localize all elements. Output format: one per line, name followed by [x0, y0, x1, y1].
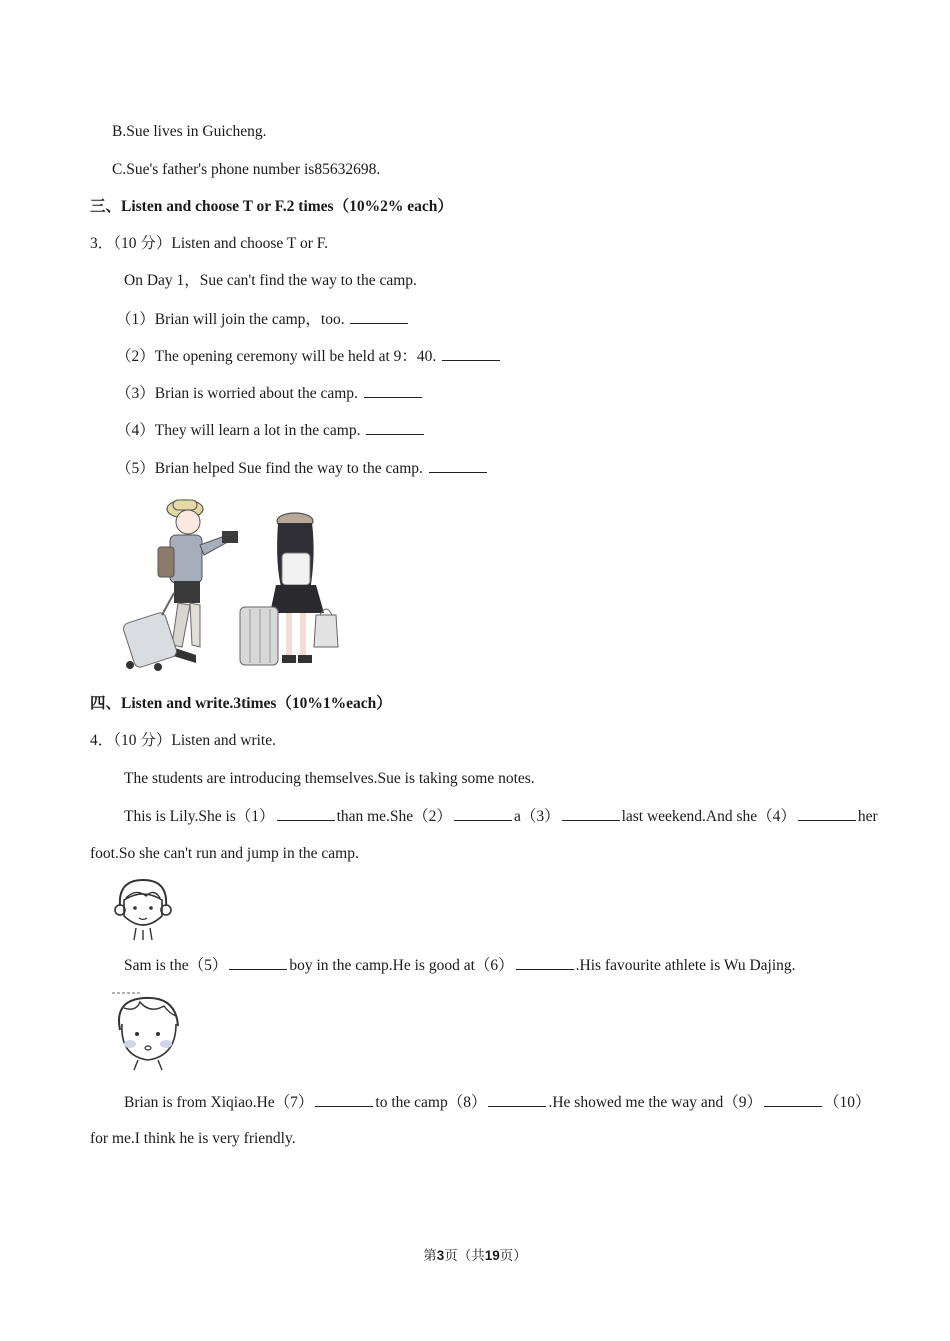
answer-blank-5[interactable]: [229, 955, 287, 970]
page-footer: [0, 1244, 950, 1264]
answer-blank[interactable]: [350, 309, 408, 324]
lily-line-1: [124, 806, 878, 827]
brian-text-4: （10）: [824, 1094, 871, 1111]
answer-blank[interactable]: [442, 346, 500, 361]
sam-portrait: [110, 990, 188, 1072]
tf-item-text: （3）Brian is worried about the camp.: [116, 385, 358, 402]
answer-blank-2[interactable]: [454, 806, 512, 821]
lily-portrait: [112, 876, 174, 942]
answer-blank-6[interactable]: [516, 955, 574, 970]
answer-blank[interactable]: [429, 458, 487, 473]
answer-blank[interactable]: [366, 420, 424, 435]
brian-line-1: [124, 1092, 871, 1113]
sam-text-1: Sam is the（5）: [124, 957, 228, 974]
answer-blank-1[interactable]: [277, 806, 335, 821]
question-4-label: 4．（10 分）Listen and write.: [90, 732, 276, 749]
lily-text-4: last weekend.And she（4）: [621, 808, 796, 825]
footer-mid: 页（共: [444, 1248, 485, 1263]
tf-item-4: [116, 420, 426, 441]
question-3-label: 3．（10 分）Listen and choose T or F.: [90, 235, 328, 252]
footer-page-number: 3: [436, 1248, 445, 1263]
lily-text-3: a（3）: [513, 808, 560, 825]
question-4-intro: The students are introducing themselves.Sue is taking some notes.: [124, 770, 535, 787]
option-c: C.Sue's father's phone number is85632698.: [112, 161, 381, 178]
sam-text-3: .His favourite athlete is Wu Dajing.: [575, 957, 796, 974]
tf-item-5: [116, 458, 489, 479]
footer-pre: 第: [423, 1248, 437, 1263]
brian-text-1: Brian is from Xiqiao.He（7）: [124, 1094, 314, 1111]
section-3-heading: 三、Listen and choose T or F.2 times（10%2% each）: [90, 198, 453, 215]
brian-and-sue-illustration: [110, 495, 345, 675]
answer-blank-4[interactable]: [798, 806, 856, 821]
tf-item-text: （2）The opening ceremony will be held at 9：40.: [116, 348, 437, 365]
lily-line-2: foot.So she can't run and jump in the camp.: [90, 845, 359, 862]
sam-text-2: boy in the camp.He is good at（6）: [289, 957, 514, 974]
brian-line-2: for me.I think he is very friendly.: [90, 1130, 296, 1147]
tf-item-text: （4）They will learn a lot in the camp.: [116, 422, 361, 439]
footer-total-pages: 19: [484, 1248, 500, 1263]
section-4-heading: 四、Listen and write.3times（10%1%each）: [90, 695, 392, 712]
question-3-intro: On Day 1，Sue can't find the way to the camp.: [124, 272, 417, 289]
answer-blank-8[interactable]: [488, 1092, 546, 1107]
option-b: B.Sue lives in Guicheng.: [112, 123, 267, 140]
brian-text-3: .He showed me the way and（9）: [548, 1094, 762, 1111]
answer-blank[interactable]: [364, 383, 422, 398]
answer-blank-9[interactable]: [764, 1092, 822, 1107]
tf-item-text: （5）Brian helped Sue find the way to the camp.: [116, 460, 423, 477]
brian-text-2: to the camp（8）: [375, 1094, 487, 1111]
footer-post: 页）: [499, 1248, 527, 1263]
answer-blank-3[interactable]: [562, 806, 620, 821]
lily-text-5: her: [857, 808, 878, 825]
tf-item-2: [116, 346, 502, 367]
sam-line: [124, 955, 796, 976]
tf-item-1: [116, 309, 410, 330]
tf-item-text: （1）Brian will join the camp，too.: [116, 311, 345, 328]
answer-blank-7[interactable]: [315, 1092, 373, 1107]
lily-text-2: than me.She（2）: [336, 808, 452, 825]
tf-item-3: [116, 383, 424, 404]
lily-text-1: This is Lily.She is（1）: [124, 808, 275, 825]
